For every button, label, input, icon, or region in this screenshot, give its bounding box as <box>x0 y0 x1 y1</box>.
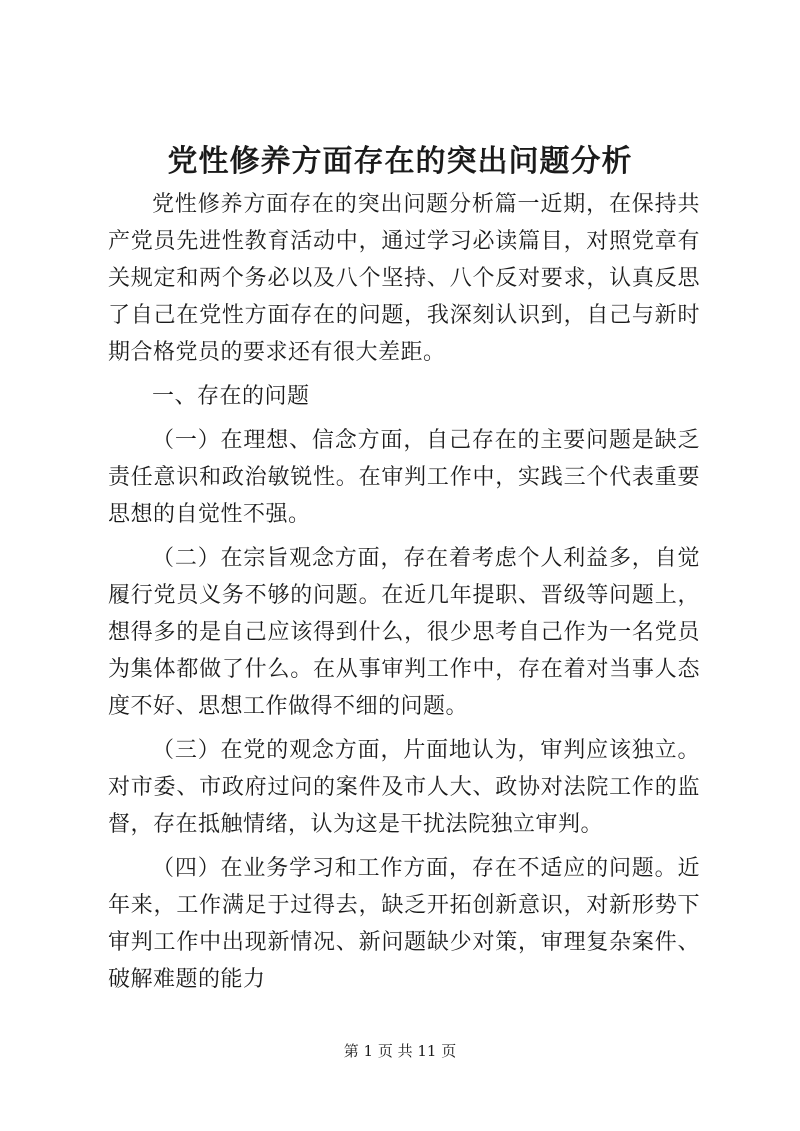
paragraph-ideals-beliefs: （一）在理想、信念方面，自己存在的主要问题是缺乏责任意识和政治敏锐性。在审判工作中，实践三个代表重要思想的自觉性不强。 <box>108 428 700 527</box>
document-body <box>108 186 700 998</box>
paragraph-study-work: （四）在业务学习和工作方面，存在不适应的问题。近年来，工作满足于过得去，缺乏开拓创新意识，对新形势下审判工作中出现新情况、新问题缺少对策，审理复杂案件、破解难题的能力 <box>108 856 700 992</box>
section-heading-problems: 一、存在的问题 <box>152 384 310 409</box>
paragraph-intro: 党性修养方面存在的突出问题分析篇一近期，在保持共产党员先进性教育活动中，通过学习必读篇目，对照党章有关规定和两个务必以及八个坚持、八个反对要求，认真反思了自己在党性方面存在的问题，我深刻认识到，自己与新时期合格党员的要求还有很大差距。 <box>108 192 700 365</box>
paragraph-party-concept: （三）在党的观念方面，片面地认为，审判应该独立。对市委、市政府过问的案件及市人大、政协对法院工作的监督，存在抵触情绪，认为这是干扰法院独立审判。 <box>108 738 700 837</box>
paragraph-purpose-concept: （二）在宗旨观念方面，存在着考虑个人利益多，自觉履行党员义务不够的问题。在近几年提职、晋级等问题上，想得多的是自己应该得到什么，很少思考自己作为一名党员为集体都做了什么。在从事审判工作中，存在着对当事人态度不好、思想工作做得不细的问题。 <box>108 546 700 719</box>
document-title: 党性修养方面存在的突出问题分析 <box>167 144 633 179</box>
page-number-footer: 第 1 页 共 11 页 <box>343 1042 457 1060</box>
